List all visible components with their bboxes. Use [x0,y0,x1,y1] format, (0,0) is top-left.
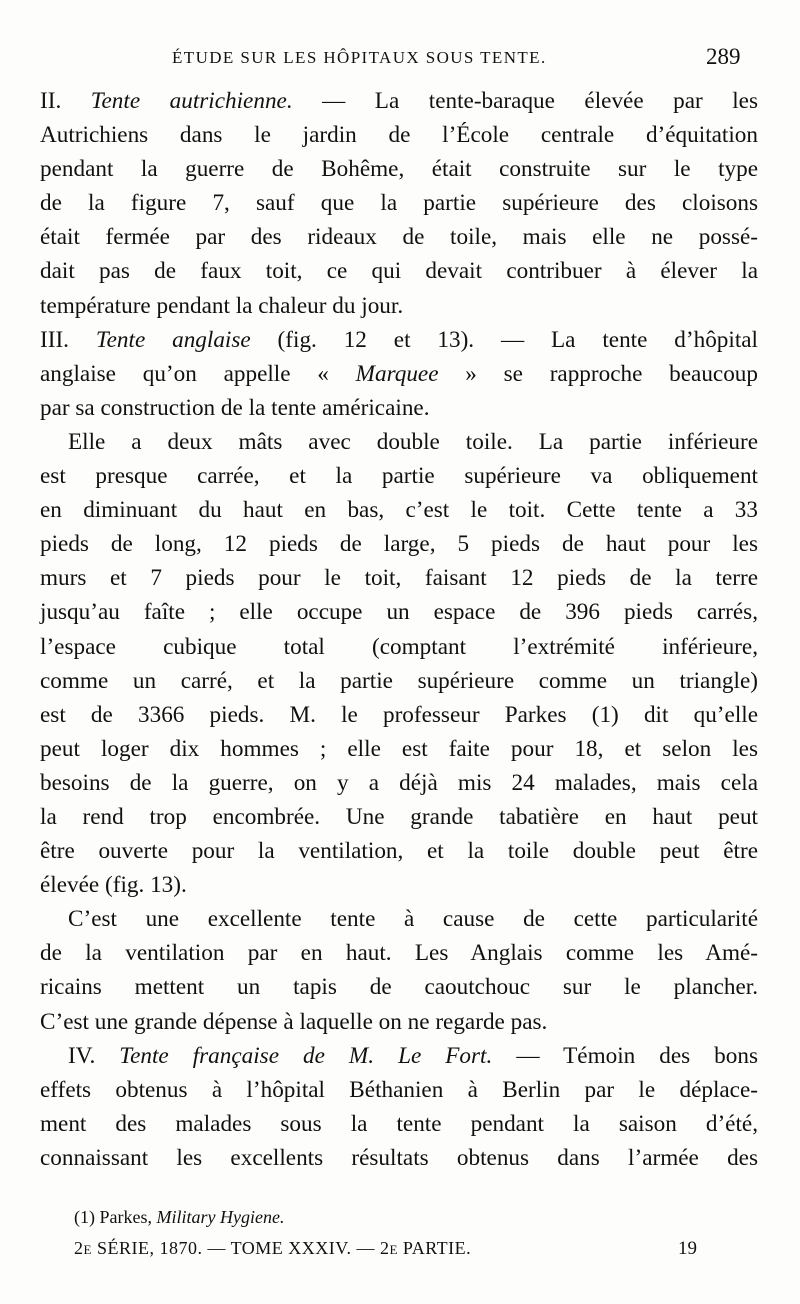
text-run: — La tente-baraque élevée par les [292,88,758,114]
text-line [40,664,758,698]
text-line [40,630,758,664]
text-line [40,970,758,1004]
text-run: dait pas de faux toit, ce qui devait contribuer à élever la [40,258,758,285]
text-run: en diminuant du haut en bas, c’est le toit. Cette tente a 33 [40,497,758,524]
text-run: Elle a deux mâts avec double toile. La partie inférieure [68,428,758,455]
text-line [40,459,758,493]
text-run: connaissant les excellents résultats obtenus dans l’armée des [40,1144,758,1171]
text-line [40,186,758,220]
text-line [40,800,758,834]
text-run: élevée (fig. 13). [40,872,187,899]
signature-number: 19 [678,1238,697,1259]
running-title: ÉTUDE SUR LES HÔPITAUX SOUS TENTE. [172,48,547,67]
text-run: C’est une excellente tente à cause de cette particularité [68,906,758,933]
text-run: pieds de long, 12 pieds de large, 5 pieds de haut pour les [40,531,758,558]
text-line [40,1039,758,1073]
text-line [40,254,758,288]
text-run: la rend trop encombrée. Une grande tabatière en haut peut [40,803,758,830]
text-line [40,1005,758,1039]
italic-text: Tente autrichienne. [90,88,293,114]
page-number: 289 [706,44,741,69]
text-run: pendant la guerre de Bohême, était construite sur le type [40,156,758,183]
text-run: l’espace cubique total (comptant l’extrémité inférieure, [40,633,758,660]
text-line [40,834,758,868]
text-run: était fermée par des rideaux de toile, mais elle ne possé- [40,224,758,251]
text-run: de la ventilation par en haut. Les Anglais comme les Amé- [40,940,758,967]
text-line [40,220,758,254]
text-run: » se rapproche beaucoup [438,360,758,387]
text-run: jusqu’au faîte ; elle occupe un espace de 396 pieds carrés, [40,599,758,626]
text-line [40,868,758,902]
text-line [40,561,758,595]
text-run: Autrichiens dans le jardin de l’École centrale d’équitation [40,122,758,149]
text-run: température pendant la chaleur du jour. [40,292,404,319]
text-run: II. [40,88,91,114]
body-text [40,84,758,1175]
text-run: — Témoin des bons [492,1042,758,1069]
text-run: de la figure 7, sauf que la partie supérieure des cloisons [40,190,758,217]
text-run: est presque carrée, et la partie supérieure va obliquement [40,463,758,490]
text-run: comme un carré, et la partie supérieure comme un triangle) [40,667,758,694]
footnote-author: Parkes, [99,1207,152,1227]
text-line [40,527,758,561]
text-run: murs et 7 pieds pour le toit, faisant 12 pieds de la terre [40,565,758,592]
text-line [40,493,758,527]
text-run: être ouverte pour la ventilation, et la toile double peut être [40,838,758,865]
text-run: C’est une grande dépense à laquelle on ne regarde pas. [40,1008,548,1035]
text-line [40,766,758,800]
text-run: anglaise qu’on appelle « [40,360,356,387]
italic-text: Marquee [355,360,439,387]
footnote [74,1207,284,1228]
text-run: ment des malades sous la tente pendant la saison d’été, [40,1110,758,1137]
italic-text: Tente anglaise [95,326,251,353]
text-line [40,323,758,357]
text-line [40,84,758,118]
text-run: peut loger dix hommes ; elle est faite pour 18, et selon les [40,735,758,762]
text-run: est de 3366 pieds. M. le professeur Parkes (1) dit qu’elle [40,701,758,728]
text-line [40,289,758,323]
text-line [40,1073,758,1107]
text-line [40,902,758,936]
text-run: par sa construction de la tente américaine. [40,394,430,421]
text-run: effets obtenus à l’hôpital Béthanien à Berlin par le déplace- [40,1076,758,1103]
text-line [40,391,758,425]
signature-line [74,1238,714,1266]
signature-series: 2e SÉRIE, 1870. — TOME XXXIV. — 2e PARTIE. [74,1238,472,1258]
text-line [40,425,758,459]
text-line [40,936,758,970]
text-line [40,698,758,732]
text-line [40,732,758,766]
text-run: (fig. 12 et 13). — La tente d’hôpital [250,326,758,353]
footnote-marker: (1) [74,1207,95,1227]
text-run: IV. [68,1042,120,1069]
text-line [40,118,758,152]
footnote-work: Military Hygiene. [156,1207,285,1227]
text-line [40,1141,758,1175]
text-run: besoins de la guerre, on y a déjà mis 24 malades, mais cela [40,769,758,796]
text-line [40,357,758,391]
text-line [40,595,758,629]
text-line [40,152,758,186]
text-run: III. [40,326,96,353]
italic-text: Tente française de M. Le Fort. [119,1042,493,1069]
text-line [40,1107,758,1141]
running-head [0,44,800,74]
text-run: ricains mettent un tapis de caoutchouc sur le plancher. [40,974,758,1001]
